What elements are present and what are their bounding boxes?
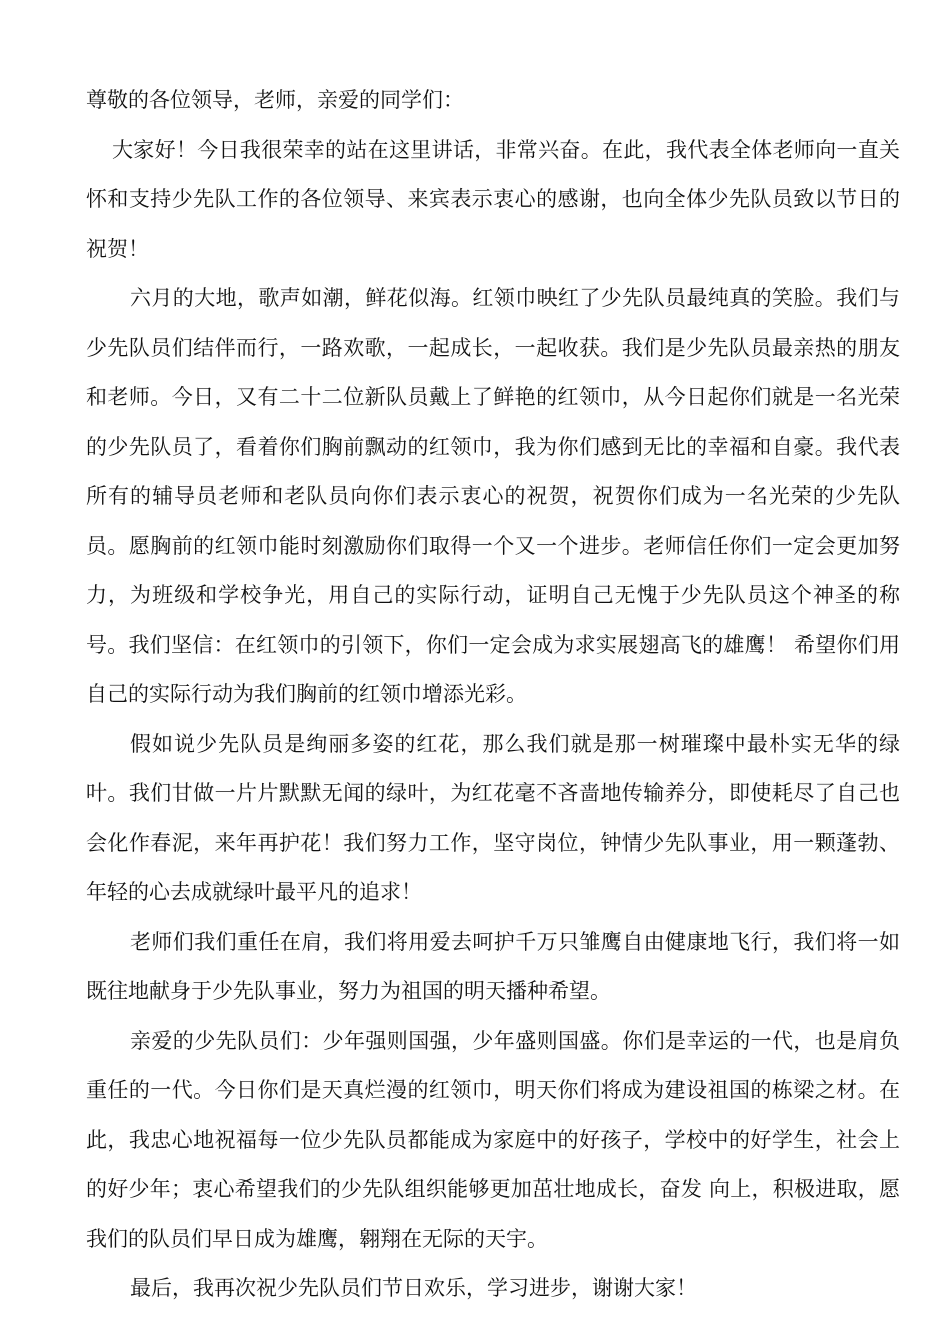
paragraph-green-leaf: 假如说少先队员是绚丽多姿的红花，那么我们就是那一树璀璨中最朴实无华的绿叶。我们甘做一片片默默无闻的绿叶，为红花毫不吝啬地传输养分，即使耗尽了自己也会化作春泥，来年再护花！我们努力工作，坚守岗位，钟情少先队事业，用一颗蓬勃、年轻的心去成就绿叶最平凡的追求！ xyxy=(86,731,900,904)
paragraph-closing: 最后，我再次祝少先队员们节日欢乐，学习进步，谢谢大家！ xyxy=(130,1276,697,1300)
paragraph-june: 六月的大地，歌声如潮，鲜花似海。红领巾映红了少先队员最纯真的笑脸。我们与少先队员们结伴而行，一路欢歌，一起成长，一起收获。我们是少先队员最亲热的朋友和老师。今日，又有二十二位新队员戴上了鲜艳的红领巾，从今日起你们就是一名光荣的少先队员了，看着你们胸前飘动的红领巾，我为你们感到无比的幸福和自豪。我代表所有的辅导员老师和老队员向你们表示衷心的祝贺，祝贺你们成为一名光荣的少先队员。愿胸前的红领巾能时刻激励你们取得一个又一个进步。老师信任你们一定会更加努力，为班级和学校争光，用自己的实际行动，证明自己无愧于少先队员这个神圣的称号。我们坚信：在红领巾的引领下，你们一定会成为求实展翅高飞的雄鹰！ 希望你们用自己的实际行动为我们胸前的红领巾增添光彩。 xyxy=(86,286,900,706)
paragraph-greeting: 大家好！今日我很荣幸的站在这里讲话，非常兴奋。在此，我代表全体老师向一直关怀和支持少先队工作的各位领导、来宾表示衷心的感谢，也向全体少先队员致以节日的祝贺！ xyxy=(86,137,900,261)
speech-body xyxy=(86,76,900,1314)
paragraph-young-pioneers: 亲爱的少先队员们：少年强则国强，少年盛则国盛。你们是幸运的一代，也是肩负重任的一代。今日你们是天真烂漫的红领巾，明天你们将成为建设祖国的栋梁之材。在此，我忠心地祝福每一位少先队员都能成为家庭中的好孩子，学校中的好学生，社会上的好少年；衷心希望我们的少先队组织能够更加茁壮地成长，奋发 向上，积极进取，愿我们的队员们早日成为雄鹰，翱翔在无际的天宇。 xyxy=(86,1028,900,1251)
salutation: 尊敬的各位领导，老师，亲爱的同学们： xyxy=(86,88,464,112)
paragraph-teachers: 老师们我们重任在肩，我们将用爱去呵护千万只雏鹰自由健康地飞行，我们将一如既往地献身于少先队事业，努力为祖国的明天播种希望。 xyxy=(86,929,900,1003)
